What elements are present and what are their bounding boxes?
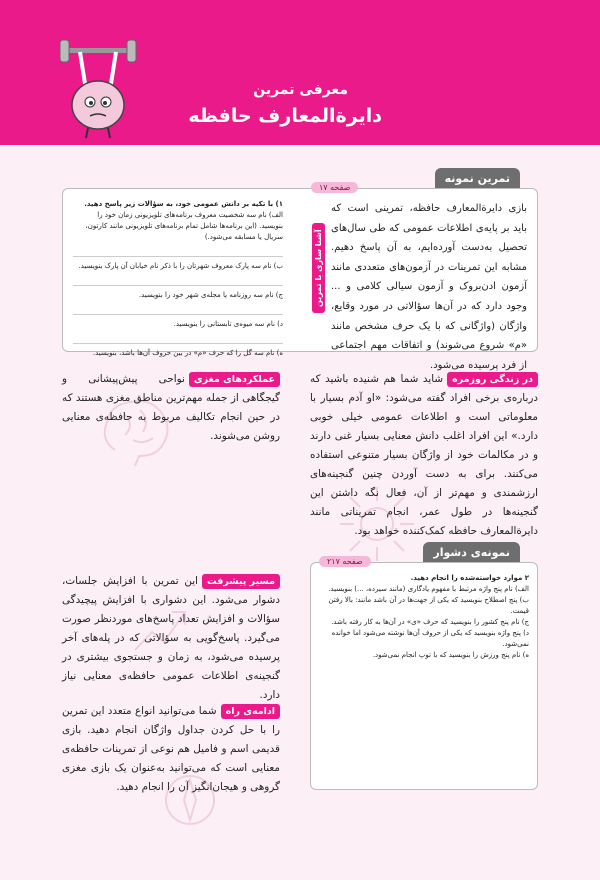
page-header — [0, 0, 600, 145]
answer-line — [73, 243, 283, 257]
worksheet-item: ج) نام سه روزنامه یا مجله‌ی شهر خود را بنویسید. — [138, 291, 283, 299]
worksheet-item: ج) نام پنج کشور را بنویسید که حرف «ی» در آن‌ها به کار رفته باشد. — [331, 618, 529, 626]
hard-sample-page-label: صفحه ۲۱۷ — [319, 556, 371, 567]
hard-sample-worksheet — [317, 573, 529, 661]
header-subtitle: معرفی تمرین — [253, 82, 348, 98]
brain-function-label: عملکردهای مغزی — [189, 372, 280, 387]
daily-life-section — [310, 370, 538, 541]
progress-label: مسیر پیشرفت — [202, 574, 280, 589]
continue-section — [62, 702, 280, 797]
daily-life-text: شاید شما هم شنیده باشید که درباره‌ی برخی افراد گفته می‌شود: «او آدم بسیار با معلوماتی است و اطلاعات عمومی خیلی خوبی دارد.» این افراد اغلب دانش معنایی بسیار غنی دارند و در مکالمات خود از واژگان بسیار متنوعی استفاده می‌کنند. برای به دست آوردن چنین گنجینه‌های ارزشمندی و مهم‌تر از آن، فعال نگه داشتن این گنجینه‌ها در طول عمر، انجام تمریناتی مانند دایرةالمعارف حافظه کمک‌کننده خواهد بود. — [310, 373, 538, 537]
answer-line — [73, 301, 283, 315]
header-title: دایرة‌المعارف حافظه — [188, 105, 382, 127]
worksheet-item: د) پنج واژه بنویسید که یکی از حروف آن‌ها نوشته می‌شود اما خوانده نمی‌شود. — [331, 629, 529, 648]
hard-sample-card — [310, 557, 538, 790]
worksheet-item: ب) پنج اصطلاح بنویسید که یکی از جهت‌ها در آن باشد مانند: بالا رفتن قیمت. — [328, 596, 529, 615]
worksheet-instruction: ۱) با تکیه بر دانش عمومی خود، به سؤالات زیر پاسخ دهید. — [84, 200, 283, 208]
answer-line — [73, 330, 283, 344]
brain-mascot-lifting-dumbbell-icon — [58, 40, 138, 140]
continue-label: ادامه‌ی راه — [221, 704, 280, 719]
worksheet-item: الف) نام سه شخصیت معروف برنامه‌های تلویزیونی زمان خود را بنویسید. (این برنامه‌ها شامل تمام برنامه‌های تلویزیونی مانند کارتون، سریال یا مسابقه می‌شود.) — [85, 211, 283, 241]
progress-section — [62, 572, 280, 705]
daily-life-label: در زندگی روزمره — [447, 372, 538, 387]
progress-text: این تمرین با افزایش جلسات، دشوار می‌شود. این دشواری با افزایش پیچیدگی سؤالات و افزایش تعداد پاسخ‌های موردنظر صورت می‌گیرد. پاسخ‌گویی به سؤالاتی که در پله‌های آخر پرسیده می‌شود، به زمان و جستجوی بیشتری در گنجینه‌ی اطلاعات عمومی حافظه‌ی معنایی نیاز دارد. — [62, 575, 280, 701]
sample-intro-text: بازی دایرة‌المعارف حافظه، تمرینی است که باید بر پایه‌ی اطلاعات عمومی که طی سال‌های تحصیل به‌دست آورده‌ایم، به آن پاسخ دهیم. مشابه این تمرینات در آزمون‌های متعددی مانند آزمون ادن‌بروک و آزمون سیالی کلامی و ... وجود دارد که در آن‌ها سؤالاتی در مورد وقایع، واژگان (واژگانی که با یک حرف مشخص مانند «م» شروع می‌شوند) و اتفاقات مهم اجتماعی از فرد پرسیده می‌شود. — [331, 203, 527, 371]
continue-text: شما می‌توانید انواع متعدد این تمرین را با حل کردن جداول واژگان انجام دهید. بازی قدیمی اسم و فامیل هم نوعی از تمرینات حافظه‌ی معنایی است که می‌توانید به‌عنوان یک بازی مغزی گروهی و هیجان‌انگیز آن را انجام دهید. — [62, 705, 280, 793]
sample-vertical-label: آشنا سازی با تمرین — [312, 223, 325, 313]
worksheet-item: ه) نام پنج ورزش را بنویسید که با توپ انجام نمی‌شود. — [372, 651, 529, 659]
hard-sample-tab: نمونه‌ی دشوار — [423, 542, 520, 563]
worksheet-item: الف) نام پنج واژه مرتبط با مفهوم یادگاری (مانند سیرده، ...) بنویسید. — [328, 585, 529, 593]
worksheet-item: ب) نام سه پارک معروف شهرتان را با ذکر نام خیابان آن پارک بنویسید. — [78, 262, 283, 270]
sample-worksheet — [73, 199, 283, 359]
worksheet-instruction: ۲ موارد خواسته‌شده را انجام دهید. — [410, 574, 529, 582]
sample-page-label: صفحه ۱۷ — [311, 182, 358, 193]
brain-function-section — [62, 370, 280, 446]
worksheet-item: ه) نام سه گل را که حرف «م» در بین حروف آن‌ها باشد، بنویسید. — [92, 349, 283, 357]
worksheet-item: د) نام سه میوه‌ی تابستانی را بنویسید. — [173, 320, 283, 328]
sample-exercise-tab: تمرین نمونه — [435, 168, 520, 189]
sample-exercise-card — [62, 183, 538, 371]
answer-line — [73, 272, 283, 286]
brain-function-text: نواحی پیش‌پیشانی و گیجگاهی از جمله مهم‌ترین مناطق مغزی هستند که در حین انجام تکالیف مربوط به حافظه‌ی معنایی روشن می‌شوند. — [62, 373, 280, 442]
